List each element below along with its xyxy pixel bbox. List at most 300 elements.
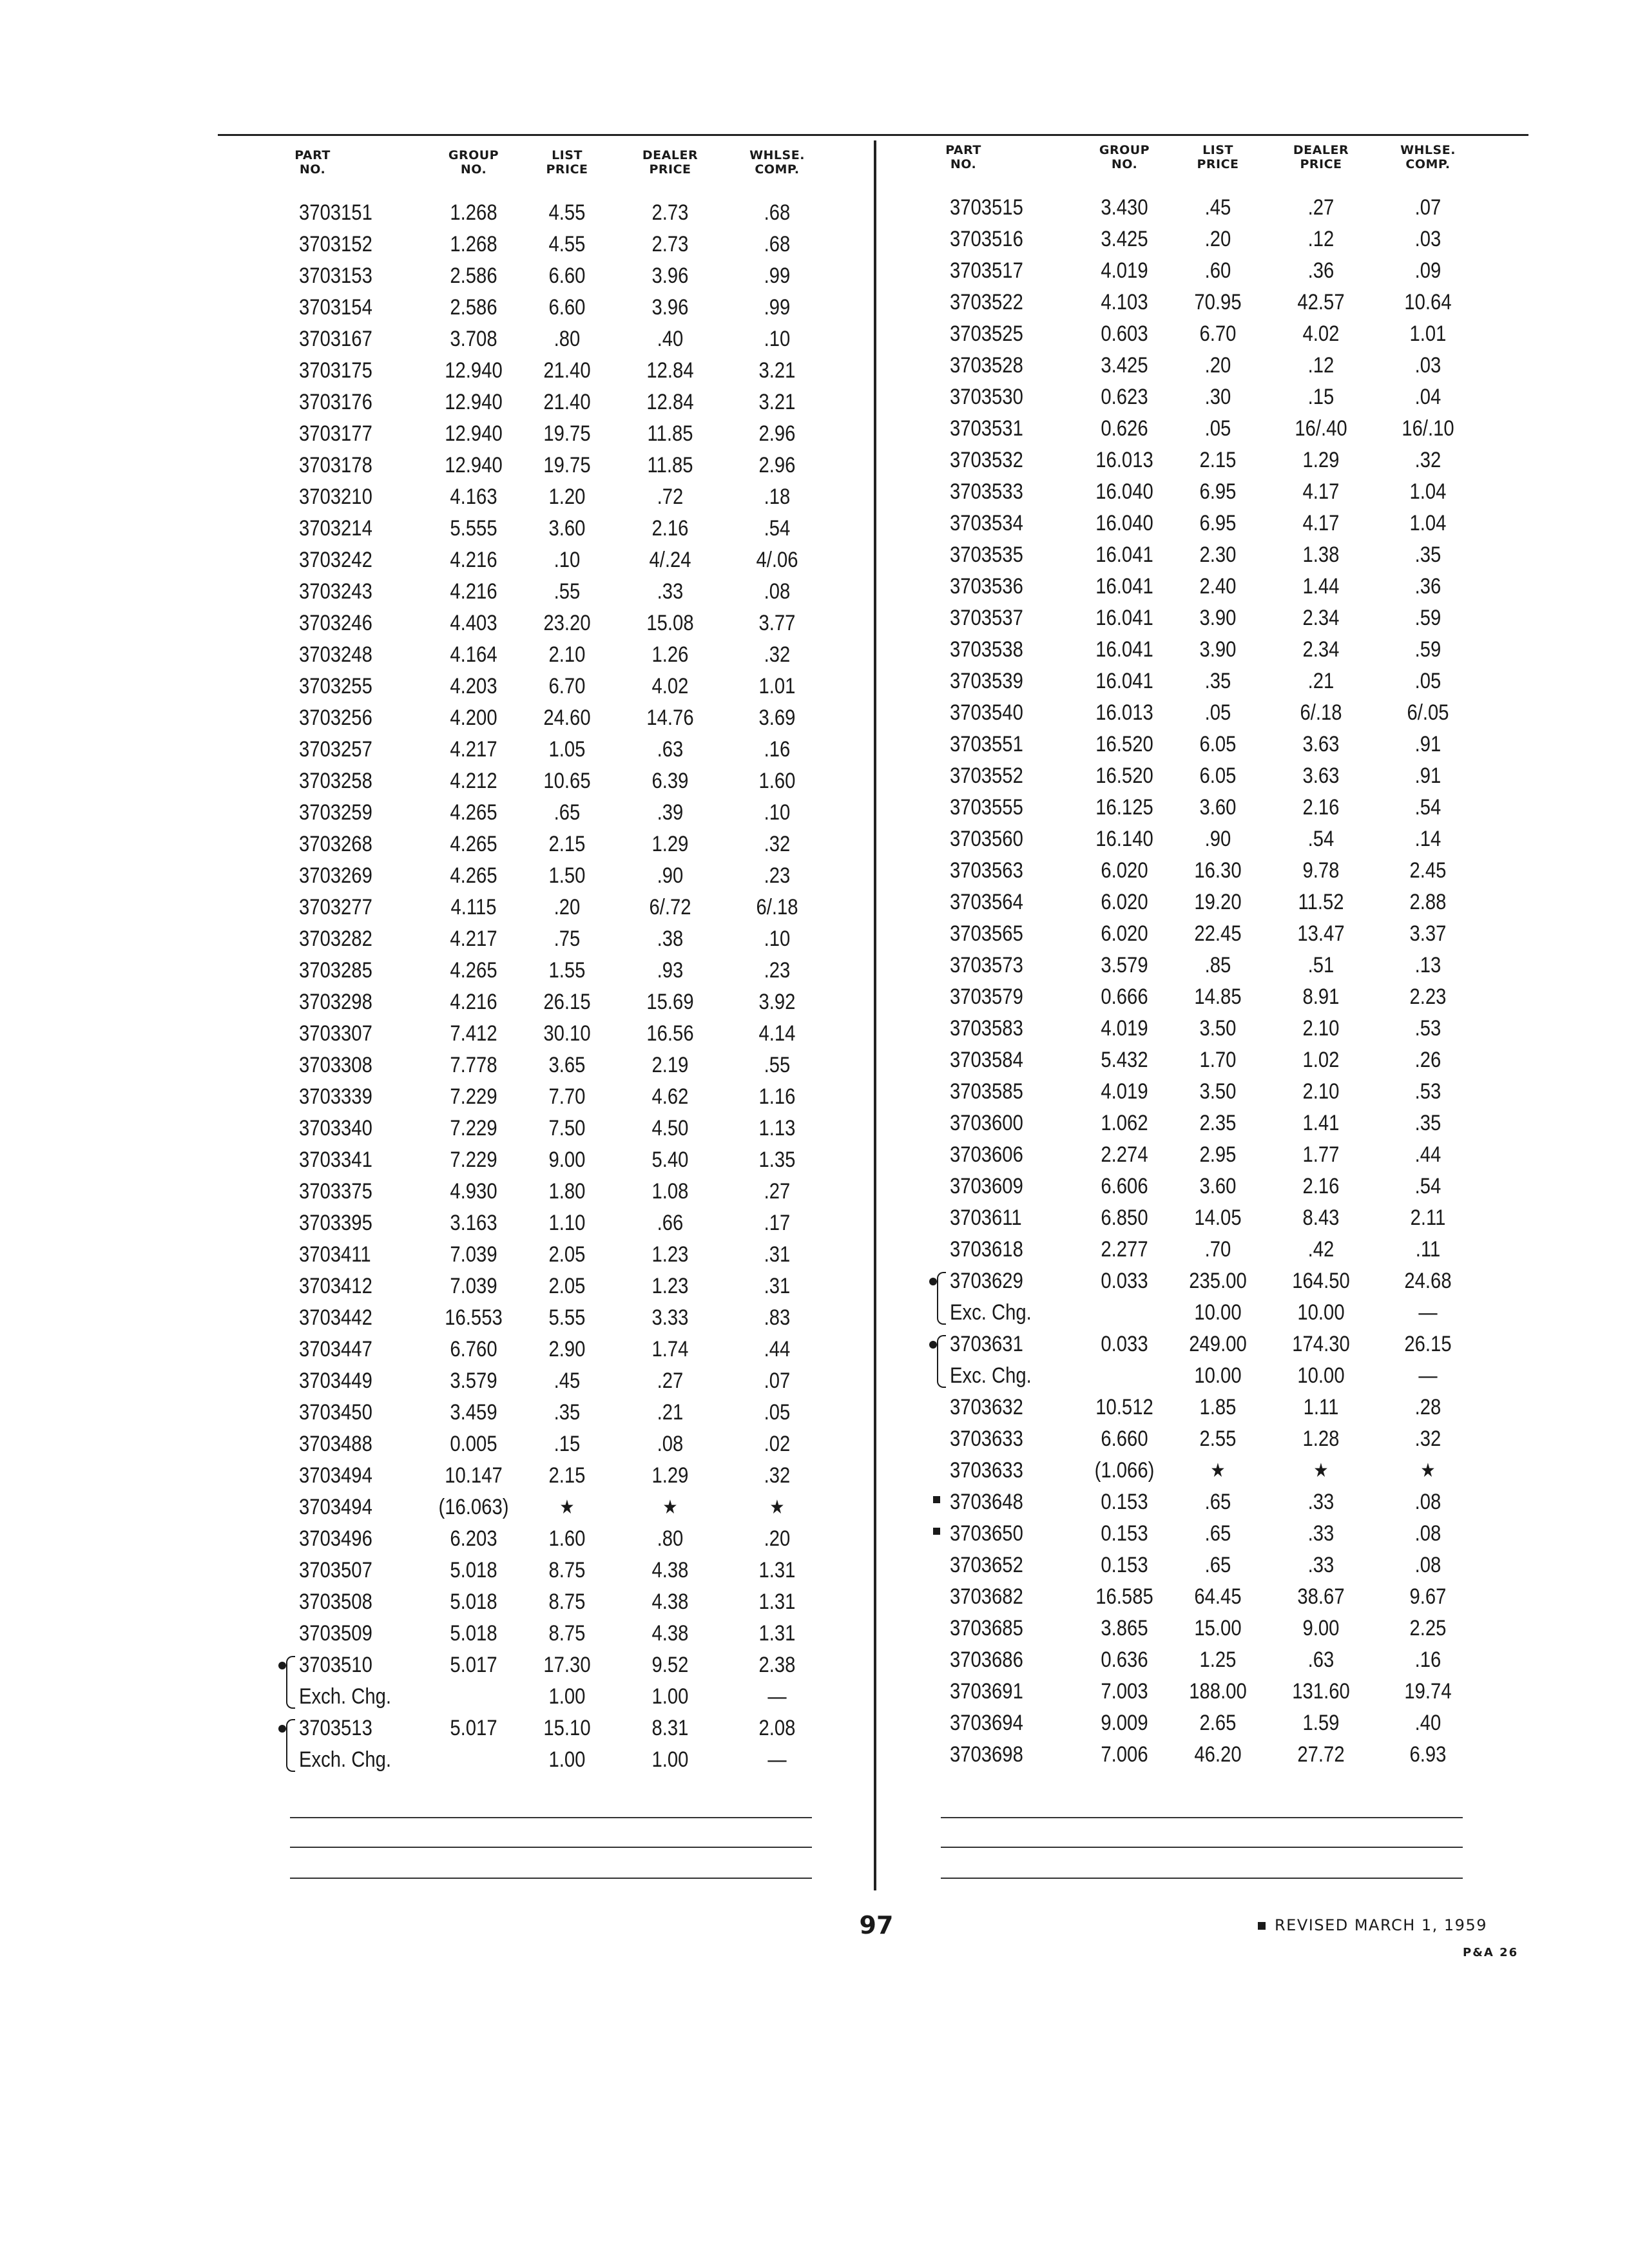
table-row	[928, 1392, 1476, 1423]
list-price-cell: 2.15	[1199, 448, 1237, 472]
whlse-comp-cell: 1.04	[1409, 511, 1447, 535]
table-row	[928, 1234, 1476, 1265]
whlse-comp-cell: 1.35	[758, 1148, 796, 1172]
group-no-cell: 4.265	[450, 958, 497, 983]
table-row	[928, 1613, 1476, 1644]
top-rule	[218, 134, 1528, 136]
list-price-cell: 16.30	[1194, 858, 1242, 883]
blank-line	[941, 1817, 1463, 1818]
dealer-price-cell: 3.63	[1302, 732, 1340, 756]
group-no-cell: 4.265	[450, 863, 497, 888]
group-no-cell: 4.217	[450, 737, 497, 762]
part-no-cell: 3703618	[950, 1237, 1023, 1262]
list-price-cell: 17.30	[543, 1653, 591, 1677]
group-no-cell: 7.229	[450, 1148, 497, 1172]
whlse-comp-cell: .17	[764, 1211, 791, 1235]
group-no-cell	[1083, 1297, 1166, 1329]
part-no-cell: 3703573	[950, 953, 1023, 977]
list-price-cell: .05	[1204, 416, 1231, 441]
group-no-cell: 3.459	[450, 1400, 497, 1425]
dealer-price-cell: 12.84	[646, 390, 694, 414]
table-row	[277, 702, 825, 734]
table-row	[928, 445, 1476, 476]
part-no-cell: 3703494	[299, 1463, 372, 1488]
part-no-cell: 3703246	[299, 611, 372, 635]
part-no-cell: 3703535	[950, 543, 1023, 567]
dealer-price-cell: ★	[662, 1497, 678, 1518]
whlse-comp-cell: 3.21	[758, 358, 796, 383]
square-icon	[933, 1496, 940, 1503]
table-row	[277, 671, 825, 702]
dealer-price-cell: 2.73	[651, 200, 689, 225]
whlse-comp-cell: 3.92	[758, 990, 796, 1014]
part-no-cell: 3703606	[950, 1142, 1023, 1167]
list-price-cell: 10.65	[543, 769, 591, 793]
part-no-cell: 3703282	[299, 927, 372, 951]
dealer-price-cell: 4.38	[651, 1590, 689, 1614]
whlse-comp-cell: 3.37	[1409, 921, 1447, 946]
table-row	[928, 1265, 1476, 1297]
group-no-cell: 4.216	[450, 548, 497, 572]
list-price-cell: .85	[1204, 953, 1231, 977]
list-price-cell: .65	[1204, 1490, 1231, 1514]
whlse-comp-cell: 1.16	[758, 1084, 796, 1109]
part-no-cell: Exc. Chg.	[950, 1300, 1032, 1325]
group-no-cell: 6.020	[1101, 921, 1148, 946]
table-row	[277, 1713, 825, 1744]
list-price-cell: .90	[1204, 827, 1231, 851]
dealer-price-cell: 3.96	[651, 264, 689, 288]
part-no-cell: 3703539	[950, 669, 1023, 693]
whlse-comp-cell: .91	[1414, 732, 1441, 756]
part-no-cell: 3703633	[950, 1458, 1023, 1483]
whlse-comp-cell: .05	[764, 1400, 791, 1425]
table-row	[277, 1523, 825, 1555]
part-no-cell: 3703259	[299, 800, 372, 825]
whlse-comp-cell: .28	[1414, 1395, 1441, 1419]
table-row	[277, 1302, 825, 1334]
part-no-cell: 3703564	[950, 890, 1023, 914]
list-price-cell: 2.05	[548, 1242, 586, 1267]
group-no-cell: 6.606	[1101, 1174, 1148, 1198]
part-no-cell: 3703648	[950, 1490, 1023, 1514]
whlse-comp-cell: 2.11	[1410, 1206, 1446, 1230]
table-row	[277, 1681, 825, 1713]
dealer-price-cell: .21	[1307, 669, 1335, 693]
list-price-cell: 5.55	[548, 1305, 586, 1330]
list-price-cell: .55	[554, 579, 581, 604]
part-no-cell: 3703339	[299, 1084, 372, 1109]
table-row	[928, 224, 1476, 255]
table-row	[277, 1649, 825, 1681]
list-price-cell: 2.40	[1199, 574, 1237, 599]
table-row	[928, 981, 1476, 1013]
part-no-cell: 3703154	[299, 295, 372, 320]
list-price-cell: 6.95	[1199, 479, 1237, 504]
part-no-cell: 3703611	[950, 1206, 1022, 1230]
list-price-cell: 6.70	[1199, 322, 1237, 346]
dealer-price-cell: 1.00	[651, 1747, 689, 1772]
part-no-cell: 3703536	[950, 574, 1023, 599]
list-price-cell: 6.95	[1199, 511, 1237, 535]
revision-square-icon	[928, 1486, 950, 1518]
list-price-cell: 2.05	[548, 1274, 586, 1298]
table-row	[928, 287, 1476, 318]
group-no-cell: 0.626	[1101, 416, 1148, 441]
new-item-bullet-icon	[277, 1649, 299, 1681]
table-row	[277, 513, 825, 544]
group-no-cell: 1.268	[450, 200, 497, 225]
header-list-price: LIST PRICE	[1197, 143, 1239, 171]
group-no-cell: 2.586	[450, 295, 497, 320]
dealer-price-cell: ★	[1313, 1460, 1329, 1481]
dealer-price-cell: 1.77	[1302, 1142, 1340, 1167]
group-no-cell: 7.039	[450, 1242, 497, 1267]
revision-square-icon	[1258, 1922, 1266, 1930]
list-price-cell: 3.60	[1199, 795, 1237, 820]
table-row	[928, 1739, 1476, 1771]
list-price-cell: .20	[1204, 353, 1231, 378]
table-row	[928, 1581, 1476, 1613]
list-price-cell: 1.25	[1199, 1648, 1237, 1672]
list-price-cell: 7.70	[548, 1084, 586, 1109]
header-part-no: PART NO.	[945, 143, 981, 171]
dealer-price-cell: .51	[1307, 953, 1335, 977]
list-price-cell: ★	[559, 1497, 575, 1518]
group-no-cell: 16.585	[1095, 1584, 1153, 1609]
part-no-cell: 3703537	[950, 606, 1023, 630]
table-row	[928, 1455, 1476, 1486]
group-no-cell: 2.586	[450, 264, 497, 288]
list-price-cell: 7.50	[548, 1116, 586, 1140]
list-price-cell: 19.20	[1194, 890, 1242, 914]
group-no-cell: 4.164	[450, 642, 497, 667]
whlse-comp-cell: .32	[1414, 1427, 1441, 1451]
dealer-price-cell: 4.62	[651, 1084, 689, 1109]
table-row	[277, 1271, 825, 1302]
whlse-comp-cell: 6/.18	[756, 895, 798, 919]
dealer-price-cell: 1.41	[1302, 1111, 1340, 1135]
list-price-cell: .20	[1204, 227, 1231, 251]
dealer-price-cell: 1.23	[651, 1274, 689, 1298]
list-price-cell: 2.55	[1199, 1427, 1237, 1451]
whlse-comp-cell: .04	[1414, 385, 1441, 409]
whlse-comp-cell: 2.96	[758, 453, 796, 477]
list-price-cell: 19.75	[543, 453, 591, 477]
whlse-comp-cell: 6/.05	[1407, 700, 1449, 725]
part-no-cell: 3703531	[950, 416, 1023, 441]
list-price-cell: 1.55	[548, 958, 586, 983]
part-no-cell: Exc. Chg.	[950, 1363, 1032, 1388]
part-no-cell: 3703691	[950, 1679, 1023, 1704]
group-no-cell: 7.003	[1101, 1679, 1148, 1704]
list-price-cell: 3.60	[548, 516, 586, 541]
whlse-comp-cell: —	[767, 1684, 787, 1709]
part-no-cell: 3703507	[299, 1558, 372, 1582]
whlse-comp-cell: 24.68	[1404, 1269, 1452, 1293]
dealer-price-cell: 2.16	[651, 516, 689, 541]
whlse-comp-cell: —	[1418, 1300, 1438, 1325]
list-price-cell: 1.20	[548, 485, 586, 509]
table-row	[277, 229, 825, 260]
whlse-comp-cell: 4.14	[758, 1021, 796, 1046]
list-price-cell: 1.10	[548, 1211, 586, 1235]
left-table-rows	[277, 197, 825, 1776]
table-row	[928, 1423, 1476, 1455]
whlse-comp-cell: 1.01	[758, 674, 796, 698]
group-no-cell: 5.018	[450, 1621, 497, 1646]
whlse-comp-cell: .11	[1415, 1237, 1441, 1262]
dealer-price-cell: 4/.24	[649, 548, 691, 572]
list-price-cell: 10.00	[1194, 1363, 1242, 1388]
group-no-cell: (16.063)	[438, 1495, 509, 1519]
table-row	[277, 387, 825, 418]
part-no-cell: 3703167	[299, 327, 372, 351]
table-row	[277, 1239, 825, 1271]
list-price-cell: .45	[1204, 195, 1231, 220]
table-row	[928, 1297, 1476, 1329]
list-price-cell: 23.20	[543, 611, 591, 635]
dealer-price-cell: .33	[1307, 1490, 1335, 1514]
group-no-cell: 4.265	[450, 800, 497, 825]
group-no-cell: 16.553	[445, 1305, 503, 1330]
header-group-no: GROUP NO.	[1099, 143, 1150, 171]
list-price-cell: 3.90	[1199, 606, 1237, 630]
whlse-comp-cell: .54	[764, 516, 791, 541]
table-row	[928, 1044, 1476, 1076]
part-no-cell: 3703694	[950, 1711, 1023, 1735]
header-whlse-comp: WHLSE. COMP.	[1400, 143, 1456, 171]
part-no-cell: 3703685	[950, 1616, 1023, 1640]
dealer-price-cell: 11.85	[647, 453, 693, 477]
list-price-cell: 14.05	[1194, 1206, 1242, 1230]
group-no-cell: 4.265	[450, 832, 497, 856]
table-row	[928, 1518, 1476, 1550]
dealer-price-cell: 14.76	[646, 706, 694, 730]
whlse-comp-cell: .68	[764, 200, 791, 225]
dealer-price-cell: .33	[1307, 1521, 1335, 1546]
part-no-cell: 3703532	[950, 448, 1023, 472]
whlse-comp-cell: 1.31	[758, 1558, 796, 1582]
dealer-price-cell: .63	[1307, 1648, 1335, 1672]
group-no-cell: 5.017	[450, 1653, 497, 1677]
part-no-cell: 3703210	[299, 485, 372, 509]
part-no-cell: 3703633	[950, 1427, 1023, 1451]
table-row	[928, 1550, 1476, 1581]
group-no-cell: 16.041	[1095, 574, 1153, 599]
table-row	[928, 823, 1476, 855]
part-no-cell: 3703248	[299, 642, 372, 667]
group-no-cell: 10.512	[1095, 1395, 1153, 1419]
part-no-cell: 3703650	[950, 1521, 1023, 1546]
table-row	[277, 797, 825, 829]
dealer-price-cell: 164.50	[1292, 1269, 1350, 1293]
list-price-cell: 8.75	[548, 1590, 586, 1614]
dealer-price-cell: 11.85	[647, 421, 693, 446]
list-price-cell: 15.00	[1194, 1616, 1242, 1640]
part-no-cell: 3703600	[950, 1111, 1023, 1135]
table-row	[928, 192, 1476, 224]
list-price-cell: .15	[554, 1432, 581, 1456]
list-price-cell: 4.55	[548, 232, 586, 256]
part-no-cell: 3703450	[299, 1400, 372, 1425]
whlse-comp-cell: .16	[1414, 1648, 1441, 1672]
dealer-price-cell: 6/.72	[649, 895, 691, 919]
table-row	[928, 950, 1476, 981]
whlse-comp-cell: .09	[1414, 258, 1441, 283]
whlse-comp-cell: .32	[764, 642, 791, 667]
group-no-cell: 4.216	[450, 990, 497, 1014]
dealer-price-cell: .12	[1307, 227, 1335, 251]
whlse-comp-cell: 16/.10	[1402, 416, 1454, 441]
whlse-comp-cell: 2.08	[758, 1716, 796, 1740]
dealer-price-cell: 2.34	[1302, 606, 1340, 630]
dealer-price-cell: 8.31	[651, 1716, 689, 1740]
part-no-cell: 3703516	[950, 227, 1023, 251]
list-price-cell: 26.15	[543, 990, 591, 1014]
table-row	[928, 539, 1476, 571]
whlse-comp-cell: .59	[1414, 606, 1441, 630]
part-no-cell: 3703579	[950, 985, 1023, 1009]
group-no-cell: 4.163	[450, 485, 497, 509]
table-row	[277, 1365, 825, 1397]
dealer-price-cell: 131.60	[1292, 1679, 1350, 1704]
whlse-comp-cell: 3.21	[758, 390, 796, 414]
group-no-cell: 16.125	[1095, 795, 1153, 820]
list-price-cell: .05	[1204, 700, 1231, 725]
list-price-cell: 2.15	[548, 1463, 586, 1488]
list-price-cell: .10	[554, 548, 581, 572]
list-price-cell: .20	[554, 895, 581, 919]
list-price-cell: 4.55	[548, 200, 586, 225]
list-price-cell: 10.00	[1194, 1300, 1242, 1325]
table-row	[928, 1139, 1476, 1171]
table-row	[928, 602, 1476, 634]
table-row	[928, 350, 1476, 381]
table-row	[277, 1018, 825, 1050]
list-price-cell: 1.85	[1199, 1395, 1237, 1419]
dealer-price-cell: 3.96	[651, 295, 689, 320]
group-no-cell: 16.041	[1095, 669, 1153, 693]
whlse-comp-cell: .10	[764, 927, 791, 951]
part-no-cell: 3703528	[950, 353, 1023, 378]
list-price-cell: 8.75	[548, 1621, 586, 1646]
table-row	[277, 986, 825, 1018]
whlse-comp-cell: .83	[764, 1305, 791, 1330]
part-no-cell: 3703540	[950, 700, 1023, 725]
list-price-cell: 3.50	[1199, 1016, 1237, 1041]
dealer-price-cell: 1.26	[651, 642, 689, 667]
list-price-cell: 9.00	[548, 1148, 586, 1172]
whlse-comp-cell: .27	[764, 1179, 791, 1204]
part-no-cell: 3703538	[950, 637, 1023, 662]
list-price-cell: .75	[554, 927, 581, 951]
whlse-comp-cell: .07	[764, 1369, 791, 1393]
part-no-cell: 3703442	[299, 1305, 372, 1330]
dealer-price-cell: 8.43	[1302, 1206, 1340, 1230]
part-no-cell: 3703509	[299, 1621, 372, 1646]
whlse-comp-cell: .35	[1414, 1111, 1441, 1135]
part-no-cell: 3703258	[299, 769, 372, 793]
group-no-cell: 0.603	[1101, 322, 1148, 346]
dealer-price-cell: .72	[657, 485, 684, 509]
table-row	[928, 413, 1476, 445]
group-no-cell: 12.940	[445, 453, 503, 477]
dealer-price-cell: 27.72	[1297, 1742, 1345, 1767]
group-no-cell: 4.216	[450, 579, 497, 604]
whlse-comp-cell: .31	[764, 1274, 791, 1298]
group-no-cell: 1.062	[1101, 1111, 1148, 1135]
dealer-price-cell: .93	[657, 958, 684, 983]
dealer-price-cell: .27	[657, 1369, 684, 1393]
whlse-comp-cell: .16	[764, 737, 791, 762]
part-no-cell: 3703585	[950, 1079, 1023, 1104]
list-price-cell: 2.35	[1199, 1111, 1237, 1135]
list-price-cell: 14.85	[1194, 985, 1242, 1009]
group-no-cell: 3.163	[450, 1211, 497, 1235]
right-price-table	[928, 143, 1476, 1771]
table-row	[277, 1618, 825, 1649]
list-price-cell: 24.60	[543, 706, 591, 730]
dealer-price-cell: 4.02	[1302, 322, 1340, 346]
whlse-comp-cell: .99	[764, 295, 791, 320]
group-no-cell: 4.217	[450, 927, 497, 951]
part-no-cell: 3703631	[950, 1332, 1023, 1356]
part-no-cell: 3703151	[299, 200, 372, 225]
table-row	[928, 1676, 1476, 1707]
whlse-comp-cell: 3.69	[758, 706, 796, 730]
dealer-price-cell: .42	[1307, 1237, 1335, 1262]
part-no-cell: 3703285	[299, 958, 372, 983]
group-no-cell: 1.268	[450, 232, 497, 256]
dealer-price-cell: 12.84	[646, 358, 694, 383]
group-no-cell: 12.940	[445, 390, 503, 414]
part-no-cell: 3703375	[299, 1179, 372, 1204]
dealer-price-cell: 15.08	[646, 611, 694, 635]
group-no-cell: 7.039	[450, 1274, 497, 1298]
dealer-price-cell: 4.50	[651, 1116, 689, 1140]
list-price-cell: 19.75	[543, 421, 591, 446]
table-row	[928, 1108, 1476, 1139]
part-no-cell: 3703175	[299, 358, 372, 383]
header-part-no: PART NO.	[294, 148, 331, 177]
whlse-comp-cell: 19.74	[1404, 1679, 1452, 1704]
dealer-price-cell: 2.19	[651, 1053, 689, 1077]
part-no-cell: 3703449	[299, 1369, 372, 1393]
group-no-cell: 3.425	[1101, 353, 1148, 378]
whlse-comp-cell: .40	[1414, 1711, 1441, 1735]
group-no-cell: 16.520	[1095, 764, 1153, 788]
whlse-comp-cell: 2.88	[1409, 890, 1447, 914]
table-row	[277, 608, 825, 639]
header-group-no: GROUP NO.	[448, 148, 499, 177]
group-no-cell: 4.203	[450, 674, 497, 698]
list-price-cell: 21.40	[543, 390, 591, 414]
whlse-comp-cell: 2.38	[758, 1653, 796, 1677]
group-no-cell: 6.020	[1101, 890, 1148, 914]
list-price-cell: 6.60	[548, 264, 586, 288]
column-divider	[874, 140, 876, 1890]
table-row	[277, 1081, 825, 1113]
group-no-cell: 16.041	[1095, 637, 1153, 662]
table-row	[277, 1492, 825, 1523]
group-no-cell: 0.153	[1101, 1553, 1148, 1577]
dealer-price-cell: 9.00	[1302, 1616, 1340, 1640]
dealer-price-cell: 4.38	[651, 1558, 689, 1582]
whlse-comp-cell: .54	[1414, 1174, 1441, 1198]
part-no-cell: 3703522	[950, 290, 1023, 314]
group-no-cell	[432, 1681, 516, 1713]
